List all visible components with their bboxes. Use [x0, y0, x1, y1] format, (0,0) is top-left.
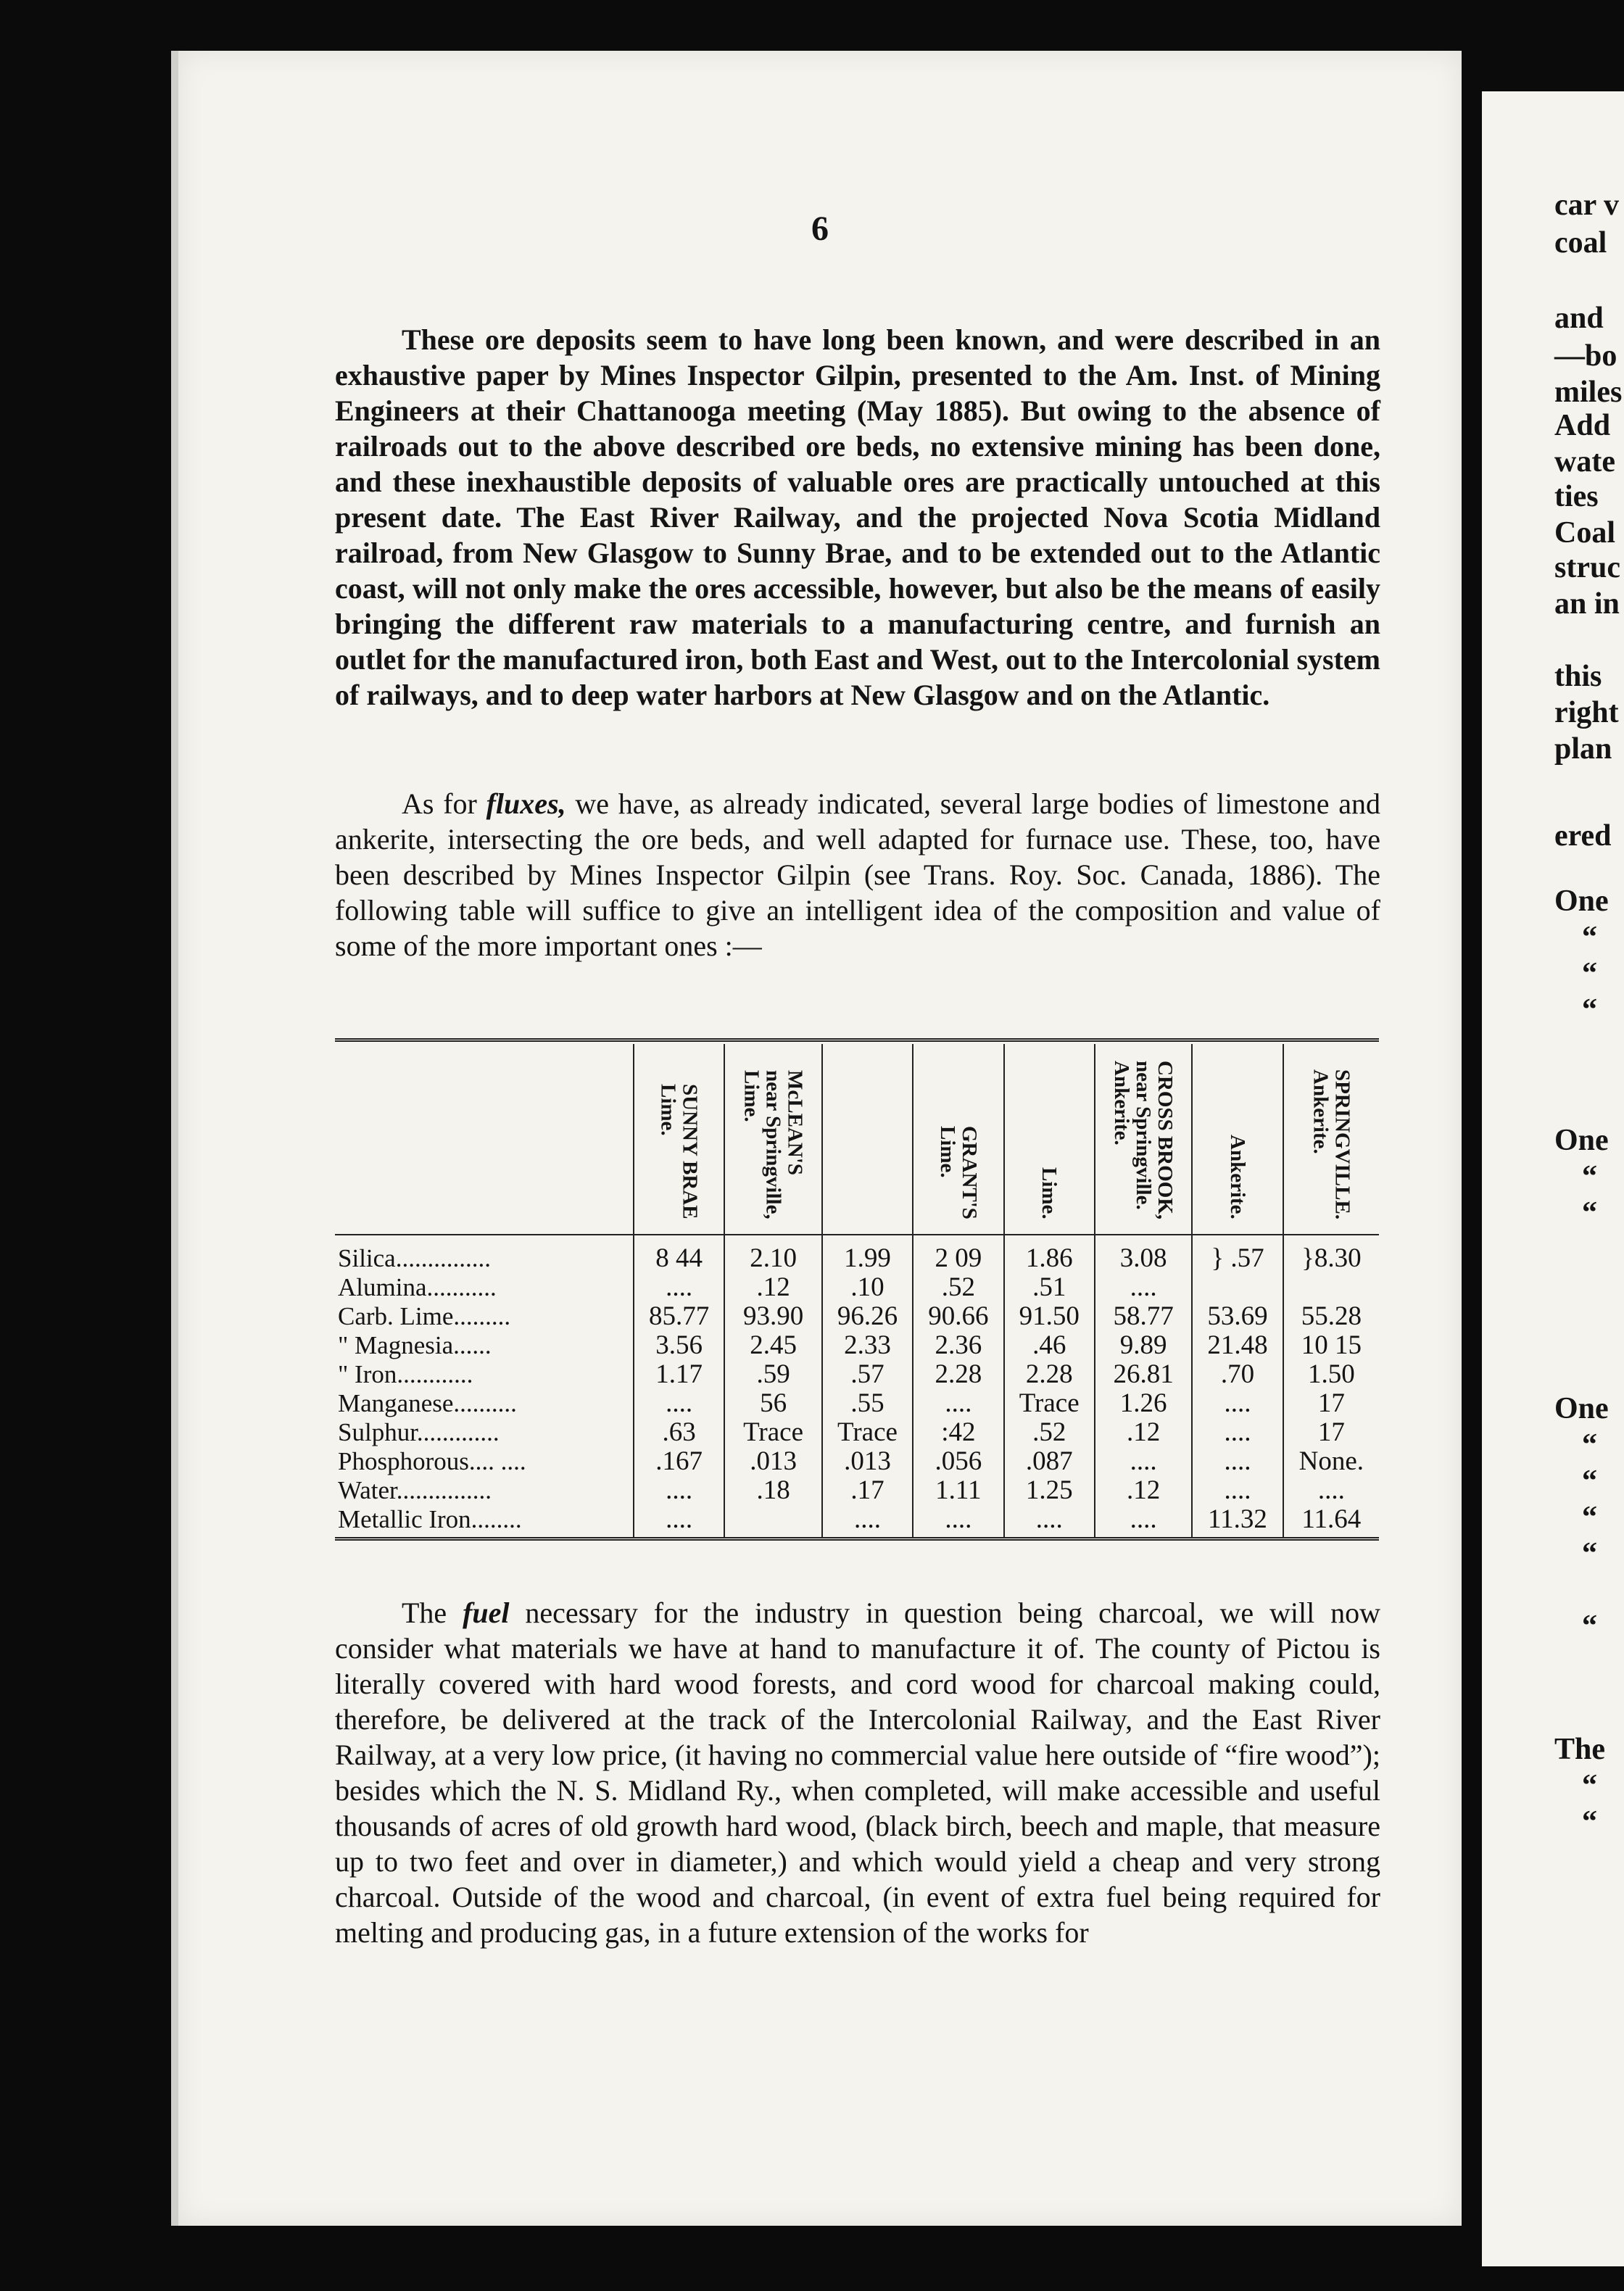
table-cell: 96.26	[822, 1302, 913, 1331]
table-row	[335, 1331, 1379, 1360]
adjacent-page-fragment: “	[1582, 1196, 1597, 1230]
table-cell: ....	[634, 1273, 724, 1302]
table-cell: 11.32	[1192, 1505, 1283, 1539]
table-cell: ....	[634, 1476, 724, 1505]
row-label: Carb. Lime.........	[338, 1302, 511, 1330]
row-label: Sulphur.............	[338, 1418, 500, 1446]
adjacent-page-fragment: One	[1554, 1392, 1609, 1425]
adjacent-page-fragment: The	[1554, 1733, 1606, 1766]
table-cell	[724, 1505, 821, 1539]
table-cell: 2.33	[822, 1331, 913, 1360]
table-cell: .57	[822, 1360, 913, 1389]
table-cell: 3.56	[634, 1331, 724, 1360]
table-column-header	[913, 1044, 1003, 1235]
table-header-blank	[335, 1044, 634, 1235]
table-cell: 2.36	[913, 1331, 1003, 1360]
table-cell: None.	[1283, 1447, 1379, 1476]
table-cell: ....	[1095, 1273, 1192, 1302]
table-cell: .167	[634, 1447, 724, 1476]
table-cell: Trace	[822, 1418, 913, 1447]
table-column-header	[634, 1044, 724, 1235]
adjacent-page-fragment: miles	[1554, 376, 1623, 409]
adjacent-page-fragment: right	[1554, 696, 1619, 729]
table-cell: 85.77	[634, 1302, 724, 1331]
adjacent-page-fragment: an in	[1554, 587, 1620, 621]
table-cell: ....	[1192, 1418, 1283, 1447]
table-cell: 2.28	[1004, 1360, 1095, 1389]
table-row	[335, 1389, 1379, 1418]
table-cell: .55	[822, 1389, 913, 1418]
table-cell: .18	[724, 1476, 821, 1505]
adjacent-page-fragment: ered	[1554, 819, 1612, 853]
adjacent-page-fragment: struc	[1554, 551, 1620, 584]
adjacent-page-edge	[1482, 91, 1624, 2266]
table-cell: 53.69	[1192, 1302, 1283, 1331]
table-cell: 55.28	[1283, 1302, 1379, 1331]
table-row	[335, 1360, 1379, 1389]
row-label: Metallic Iron........	[335, 1505, 634, 1539]
adjacent-page-fragment: “	[1582, 1464, 1597, 1498]
table-cell: 1.26	[1095, 1389, 1192, 1418]
row-label: " Magnesia......	[338, 1331, 492, 1359]
adjacent-page-fragment: “	[1582, 921, 1597, 954]
table-column-header	[1095, 1044, 1192, 1235]
table-cell: 17	[1283, 1389, 1379, 1418]
paragraph-ore-deposits	[335, 322, 1380, 713]
adjacent-page-fragment: and	[1554, 302, 1604, 335]
adjacent-page-fragment: “	[1582, 1769, 1597, 1802]
table-cell: 58.77	[1095, 1302, 1192, 1331]
table-cell: ....	[634, 1389, 724, 1418]
table-cell: .46	[1004, 1331, 1095, 1360]
fuel-body: necessary for the industry in question being charcoal, we will now consider what materials we have at hand to manufacture it of. The county of Pictou is literally covered with hard wood forests, and cord wood for charcoal making could, therefore, be delivered at the track of the Intercolonial Railway, and the East River Railway, at a very low price, (it having no commercial value here outside of “fire wood”); besides which the N. S. Midland Ry., when completed, will make accessible and useful thousands of acres of old growth hard wood, (black birch, beech and maple, that measure up to two feet and over in diameter,) and which would yield a cheap and very strong charcoal. Outside of the wood and charcoal, (in event of extra fuel being required for melting and producing gas, in a future extension of the works for	[335, 1596, 1381, 1949]
row-label: Alumina...........	[338, 1273, 497, 1301]
row-label: Manganese..........	[338, 1389, 517, 1417]
column-header-label: SPRINGVILLE. Ankerite.	[1309, 1069, 1354, 1219]
adjacent-page-fragment: “	[1582, 1160, 1597, 1193]
table-cell: 1.11	[913, 1476, 1003, 1505]
table-cell: 17	[1283, 1418, 1379, 1447]
table-cell: } .57	[1192, 1235, 1283, 1273]
table-cell: .52	[1004, 1418, 1095, 1447]
table-column-header	[1192, 1044, 1283, 1235]
table-cell: 3.08	[1095, 1235, 1192, 1273]
table-top-rule	[335, 1038, 1379, 1042]
table-row	[335, 1418, 1379, 1447]
column-header-label: SUNNY BRAE Lime.	[656, 1084, 702, 1219]
table-cell: 1.25	[1004, 1476, 1095, 1505]
table-cell: }8.30	[1283, 1235, 1379, 1273]
table-cell: .087	[1004, 1447, 1095, 1476]
adjacent-page-fragment: car v	[1554, 188, 1620, 222]
table-cell: 1.99	[822, 1235, 913, 1273]
table-cell: 2 09	[913, 1235, 1003, 1273]
table-cell: 10 15	[1283, 1331, 1379, 1360]
table-column-header	[822, 1044, 913, 1235]
table-cell: 9.89	[1095, 1331, 1192, 1360]
fluxes-body: we have, as already indicated, several large bodies of limestone and ankerite, intersecting the ore beds, and well adapted for furnace use. These, too, have been described by Mines Inspector Gilpin (see Trans. Roy. Soc. Canada, 1886). The following table will suffice to give an intelligent idea of the composition and value of some of the more important ones :—	[335, 787, 1381, 962]
row-label: Phosphorous.... ....	[338, 1447, 526, 1475]
table-cell: 11.64	[1283, 1505, 1379, 1539]
adjacent-page-fragment: Add	[1554, 409, 1611, 442]
row-label: " Iron............	[338, 1360, 473, 1388]
adjacent-page-fragment: ties	[1554, 480, 1599, 513]
table-cell: ....	[913, 1389, 1003, 1418]
table-cell: 91.50	[1004, 1302, 1095, 1331]
table-cell: ....	[634, 1505, 724, 1539]
adjacent-page-fragment: this	[1554, 660, 1602, 693]
flux-analysis-table	[335, 1044, 1379, 1541]
fluxes-lead: As for	[402, 787, 486, 820]
adjacent-page-fragment: “	[1582, 1610, 1597, 1643]
row-label: Water...............	[338, 1476, 492, 1504]
table-cell: .12	[1095, 1476, 1192, 1505]
table-cell: .12	[724, 1273, 821, 1302]
fluxes-emphasis: fluxes,	[486, 787, 566, 820]
table-cell: 1.17	[634, 1360, 724, 1389]
table-column-header	[1004, 1044, 1095, 1235]
document-page	[171, 51, 1462, 2226]
fuel-lead: The	[402, 1596, 463, 1629]
adjacent-page-fragment: wate	[1554, 445, 1615, 478]
table-cell: 2.10	[724, 1235, 821, 1273]
table-cell	[1283, 1273, 1379, 1302]
table-column-header	[1283, 1044, 1379, 1235]
table-row	[335, 1302, 1379, 1331]
table-cell: .10	[822, 1273, 913, 1302]
column-header-label: Lime.	[1037, 1167, 1061, 1219]
row-label: Silica...............	[338, 1244, 491, 1272]
table-cell: ....	[1095, 1505, 1192, 1539]
table-cell: .52	[913, 1273, 1003, 1302]
table-cell: ....	[1095, 1447, 1192, 1476]
table-cell: .70	[1192, 1360, 1283, 1389]
adjacent-page-fragment: coal	[1554, 226, 1607, 260]
table-cell: 1.86	[1004, 1235, 1095, 1273]
table-header-row	[335, 1044, 1379, 1235]
table-row	[335, 1447, 1379, 1476]
table-row	[335, 1476, 1379, 1505]
table-cell: Trace	[1004, 1389, 1095, 1418]
table-cell: ....	[822, 1505, 913, 1539]
table-cell: 26.81	[1095, 1360, 1192, 1389]
table-cell: ....	[1192, 1389, 1283, 1418]
table-row	[335, 1235, 1379, 1273]
table-cell: .63	[634, 1418, 724, 1447]
adjacent-page-fragment: —bo	[1554, 339, 1617, 373]
table-cell: 93.90	[724, 1302, 821, 1331]
table-cell: ....	[913, 1505, 1003, 1539]
adjacent-page-fragment: “	[1582, 957, 1597, 990]
paragraph-fuel	[335, 1595, 1380, 1950]
table-cell: :42	[913, 1418, 1003, 1447]
table-cell: ....	[1004, 1505, 1095, 1539]
table-row	[335, 1505, 1379, 1539]
table-cell: 90.66	[913, 1302, 1003, 1331]
table-cell: .056	[913, 1447, 1003, 1476]
table-column-header	[724, 1044, 821, 1235]
adjacent-page-fragment: “	[1582, 1805, 1597, 1839]
fuel-emphasis: fuel	[463, 1596, 510, 1629]
adjacent-page-fragment: “	[1582, 1428, 1597, 1462]
adjacent-page-fragment: “	[1582, 993, 1597, 1027]
table-cell: 2.45	[724, 1331, 821, 1360]
column-header-label: CROSS BROOK, near Springville. Ankerite.	[1110, 1060, 1177, 1219]
adjacent-page-fragment: One	[1554, 1124, 1609, 1157]
table-cell: .013	[822, 1447, 913, 1476]
table-cell: .013	[724, 1447, 821, 1476]
paragraph-fluxes	[335, 786, 1380, 964]
column-header-label: Ankerite.	[1225, 1135, 1249, 1219]
table-cell: .59	[724, 1360, 821, 1389]
adjacent-page-fragment: One	[1554, 884, 1609, 918]
table-cell: ....	[1283, 1476, 1379, 1505]
table-cell: 8 44	[634, 1235, 724, 1273]
page-number: 6	[811, 210, 829, 248]
table-cell: 1.50	[1283, 1360, 1379, 1389]
table-body	[335, 1235, 1379, 1539]
table-cell: .12	[1095, 1418, 1192, 1447]
table-cell: 21.48	[1192, 1331, 1283, 1360]
adjacent-page-fragment: Coal	[1554, 516, 1615, 550]
adjacent-page-fragment: “	[1582, 1501, 1597, 1534]
table-cell: .17	[822, 1476, 913, 1505]
table-cell: Trace	[724, 1418, 821, 1447]
table-cell: ....	[1192, 1447, 1283, 1476]
paragraph-ore-deposits-text: These ore deposits seem to have long been known, and were described in an exhaustive paper by Mines Inspector Gilpin, presented to the Am. Inst. of Mining Engineers at their Chattanooga meeting (May 1885). But owing to the absence of railroads out to the above described ore beds, no extensive mining has been done, and these inexhaustible deposits of valuable ores are practically untouched at this present date. The East River Railway, and the projected Nova Scotia Midland railroad, from New Glasgow to Sunny Brae, and to be extended out to the Atlantic coast, will not only make the ores accessible, however, but also be the means of easily bringing the different raw materials to a manufacturing centre, and furnish an outlet for the manufactured iron, both East and West, out to the Intercolonial system of railways, and to deep water harbors at New Glasgow and on the Atlantic.	[335, 323, 1380, 711]
table-row	[335, 1273, 1379, 1302]
adjacent-page-fragment: “	[1582, 1537, 1597, 1570]
table-cell: ....	[1192, 1476, 1283, 1505]
table-cell	[1192, 1273, 1283, 1302]
table-cell: 2.28	[913, 1360, 1003, 1389]
adjacent-page-fragment: plan	[1554, 732, 1612, 766]
table-cell: .51	[1004, 1273, 1095, 1302]
column-header-label: GRANT'S Lime.	[935, 1126, 981, 1219]
column-header-label: McLEAN'S near Springville, Lime.	[740, 1070, 807, 1219]
table-cell: 56	[724, 1389, 821, 1418]
